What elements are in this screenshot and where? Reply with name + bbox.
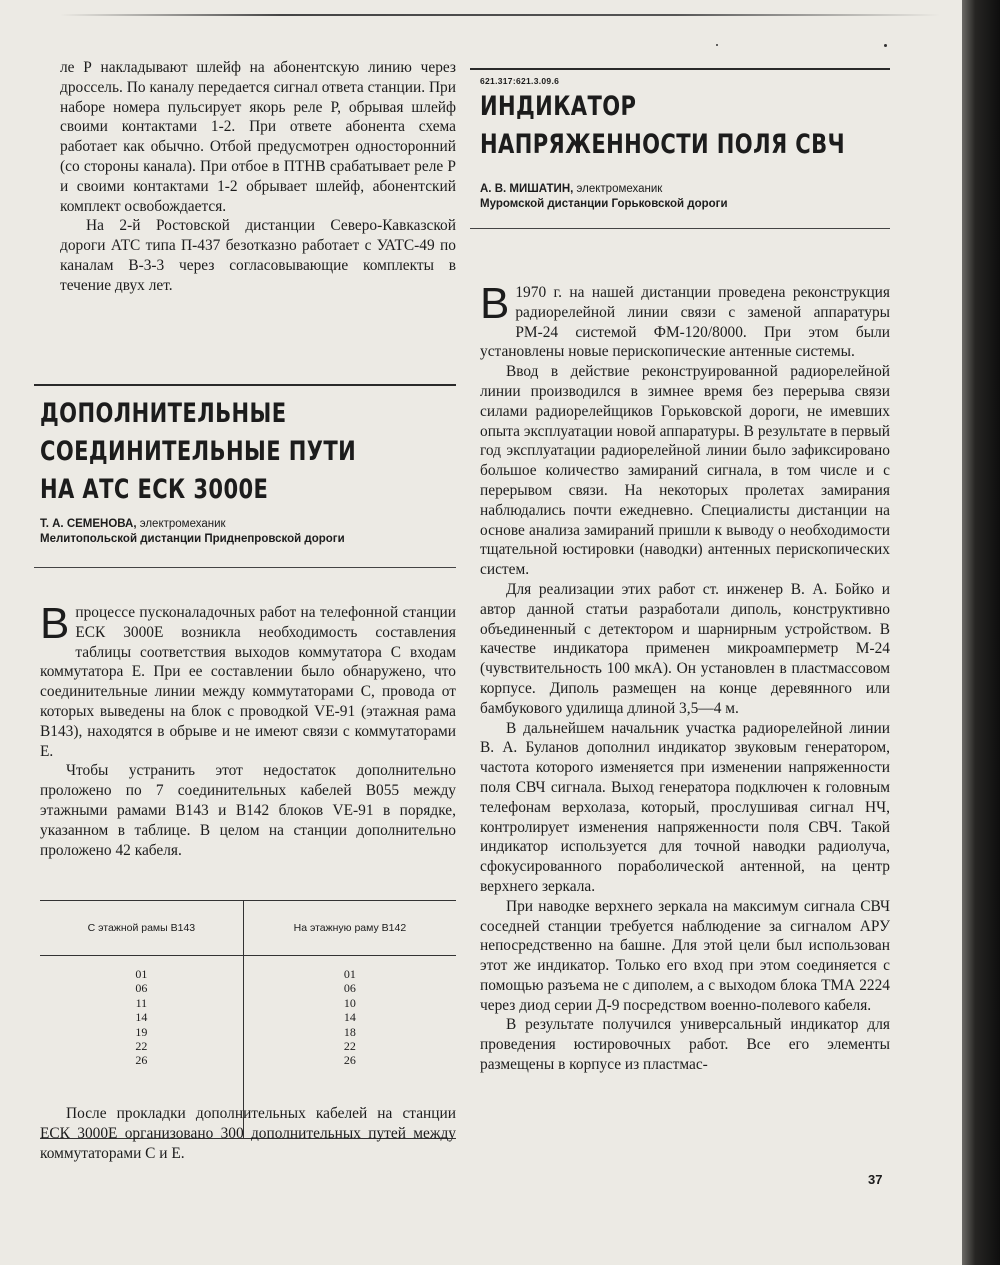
article1-body — [40, 599, 456, 860]
article2-title — [480, 88, 845, 164]
print-speck — [716, 44, 718, 46]
table-header-row — [40, 901, 456, 956]
page-number: 37 — [868, 1172, 883, 1187]
paragraph: После прокладки дополнительных кабелей на станции ЕСК 3000Е организовано 300 дополнительных путей между коммутаторами С и Е. — [40, 1105, 456, 1162]
drop-cap: В — [40, 599, 70, 648]
table-value: 14 — [135, 1010, 148, 1025]
article1-conclusion — [40, 1104, 456, 1163]
paragraph — [40, 599, 456, 761]
article1-title — [40, 395, 356, 509]
table-value: 22 — [135, 1039, 148, 1054]
table-value: 26 — [135, 1053, 148, 1068]
paragraph: На 2-й Ростовской дистанции Северо-Кавказской дороги АТС типа П-437 безотказно работает с УАТС-49 по каналам В-3-3 через согласовывающие комплекты в течение двух лет. — [60, 217, 456, 294]
title-line: НА АТС ЕСК 3000Е — [40, 474, 269, 505]
title-line: СОЕДИНИТЕЛЬНЫЕ ПУТИ — [40, 436, 357, 467]
binding-shadow — [962, 0, 1000, 1265]
author-role: электромеханик — [139, 518, 226, 530]
title-line: НАПРЯЖЕННОСТИ ПОЛЯ СВЧ — [480, 129, 845, 160]
previous-article-continuation — [60, 58, 456, 296]
article1-byline-rule — [34, 567, 456, 568]
table-value: 11 — [135, 995, 148, 1010]
paragraph: Для реализации этих работ ст. инженер В. А. Бойко и автор данной статьи разработали диполь, конструктивно объединенный с детектором и шарнирным устройством. В качестве индикатора применен микроамперметр М-24 (чувствительность 100 мкА). Он установлен в пластмассовом корпусе. Диполь размещен на конце деревянного или бамбукового удилища длиной 3,5—4 м. — [480, 580, 890, 717]
table-value: 01 — [135, 967, 148, 981]
author-affiliation: Мелитопольской дистанции Приднепровской дороги — [40, 533, 345, 545]
paragraph: ле Р накладывают шлейф на абонентскую линию через дроссель. По каналу передается сигнал ответа станции. При наборе номера пульсирует якорь реле Р, обрывая шлейф своими контактами 1-2. При ответе абонента схема работает как обычно. Отбой предусмотрен односторонний (со стороны канала). При отбое в ПТНВ срабатывает реле Р и своими контактами 1-2 обрывает шлейф, абонентский комплект освобождается. — [60, 59, 456, 215]
article1-top-rule — [34, 384, 456, 386]
author-role: электромеханик — [576, 183, 663, 195]
article2-byline-rule — [470, 228, 890, 229]
drop-cap: В — [480, 279, 510, 328]
table-value: 19 — [135, 1024, 148, 1039]
table-value: 06 — [343, 981, 356, 996]
author-name: Т. А. СЕМЕНОВА, — [40, 518, 137, 530]
table-value: 18 — [343, 1024, 356, 1039]
title-line: ДОПОЛНИТЕЛЬНЫЕ — [40, 398, 287, 429]
table-value: 26 — [343, 1053, 356, 1068]
table-value: 10 — [343, 995, 356, 1010]
paragraph-text: процессе пусконаладочных работ на телефонной станции ЕСК 3000Е возникла необходимость составления таблицы соответствия выходов коммутатора С входам коммутатора Е. При ее составлении было обнаружено, что соединительные линии между коммутаторами С, провода от которых выведены на блок с проводкой VE-91 (этажная рама В143), находятся в обрыве и не имеют связи с коммутаторами Е. — [40, 604, 456, 760]
paragraph: Ввод в действие реконструированной радиорелейной линии производился в зимнее время без перерыва связи силами радиорелейщиков Горьковской дороги, не имевших опыта эксплуатации новой аппаратуры. В результате в первый год эксплуатации радиорелейной линии было зафиксировано большое количество замираний сигнала, в том числе и с перерывом связи. На некоторых пролетах замирания наблюдались почти ежедневно. Специалисты дистанции на основе анализа замираний пришли к выводу о необходимости тщательной юстировки (наводки) антенных перископических систем. — [480, 363, 890, 579]
paragraph-text: 1970 г. на нашей дистанции проведена реконструкция радиорелейной линии связи с заменой аппаратуры РМ-24 системой ФМ-120/8000. При этом были установлены новые перископические антенные системы. — [480, 284, 890, 361]
print-speck — [884, 44, 887, 47]
udc-code: 621.317:621.3.09.6 — [480, 76, 560, 86]
top-edge-rule — [60, 14, 940, 16]
table-header-to: На этажную раму В142 — [243, 901, 456, 956]
article2-top-rule — [470, 68, 890, 70]
author-name: А. В. МИШАТИН, — [480, 183, 574, 195]
article2-byline — [480, 182, 728, 212]
title-line: ИНДИКАТОР — [480, 91, 637, 122]
paragraph: В дальнейшем начальник участка радиорелейной линии В. А. Буланов дополнил индикатор звуковым генератором, частота которого изменяется при изменении напряженности поля СВЧ сигнала. Выход генератора подключен к головным телефонам верхолаза, который, прослушивая сигнал НЧ, контролирует изменения напряженности поля СВЧ. Такой индикатор используется для точной наводки радиолуча, сфокусированного пораболической антенной, на центр верхнего зеркала. — [480, 719, 890, 895]
table-value: 22 — [343, 1039, 356, 1054]
table-value: 01 — [343, 967, 356, 981]
paragraph: В результате получился универсальный индикатор для проведения юстировочных работ. Все его элементы размещены в корпусе из пластмас- — [480, 1016, 890, 1074]
table-value: 06 — [135, 981, 148, 996]
paragraph — [480, 279, 890, 362]
table-header-from: С этажной рамы В143 — [40, 901, 243, 956]
article1-byline — [40, 517, 345, 547]
table-value: 14 — [343, 1010, 356, 1025]
author-affiliation: Муромской дистанции Горьковской дороги — [480, 198, 728, 210]
paragraph: Чтобы устранить этот недостаток дополнительно проложено по 7 соединительных кабелей В055 между этажными рамами В143 и В142 блоков VE-91 в порядке, указанном в таблице. В целом на станции дополнительно проложено 42 кабеля. — [40, 762, 456, 859]
paragraph: При наводке верхнего зеркала на максимум сигнала СВЧ соседней станции требуется наблюдение за сигналом АРУ непосредственно на башне. Для этой цели был использован этот же индикатор. Только его вход при этом соединяется с помощью разъема не с диполем, а с выходом блока ТМА 2224 через диод серии Д-9 посредством военно-полевого кабеля. — [480, 897, 890, 1014]
article2-body — [480, 279, 890, 1075]
